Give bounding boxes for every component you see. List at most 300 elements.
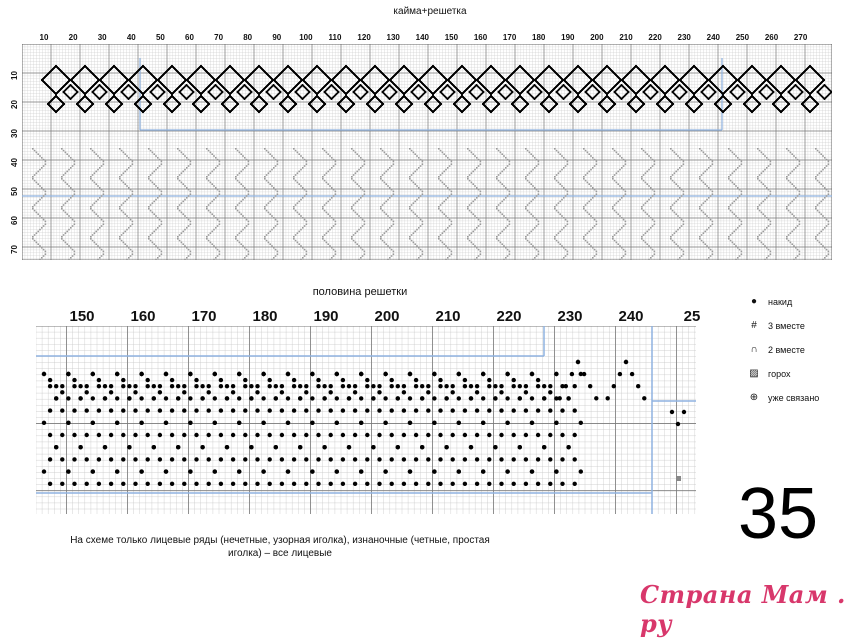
- motif-dot: [657, 91, 659, 93]
- motif-dot: [255, 482, 259, 486]
- motif-dot: [237, 421, 241, 425]
- motif-dot: [548, 390, 552, 394]
- motif-dot: [164, 372, 168, 376]
- motif-dot: [359, 469, 363, 473]
- motif-dot: [588, 384, 592, 388]
- motif-dot: [457, 421, 461, 425]
- motif-dot: [390, 384, 394, 388]
- motif-dot: [324, 91, 326, 93]
- motif-dot: [266, 91, 268, 93]
- motif-dot: [672, 91, 674, 93]
- motif-dot: [133, 408, 137, 412]
- motif-dot: [109, 457, 113, 461]
- motif-dot: [499, 390, 503, 394]
- motif-dot: [60, 433, 64, 437]
- motif-dot: [457, 396, 461, 400]
- motif-dot: [66, 372, 70, 376]
- motif-dot: [451, 433, 455, 437]
- motif-dot: [237, 469, 241, 473]
- motif-dot: [426, 482, 430, 486]
- motif-dot: [420, 396, 424, 400]
- motif-dot: [463, 433, 467, 437]
- motif-dot: [249, 384, 253, 388]
- motif-dot: [97, 482, 101, 486]
- motif-dot: [249, 445, 253, 449]
- motif-dot: [743, 103, 745, 105]
- motif-dot: [97, 408, 101, 412]
- motif-dot: [200, 396, 204, 400]
- motif-dot: [505, 421, 509, 425]
- motif-dot: [414, 384, 418, 388]
- page-number: 35: [738, 478, 818, 550]
- circled-plus-icon: ⊕: [748, 392, 760, 403]
- motif-dot: [438, 384, 442, 388]
- motif-dot: [353, 91, 355, 93]
- motif-dot: [231, 433, 235, 437]
- motif-dot: [244, 79, 246, 81]
- motif-dot: [463, 384, 467, 388]
- motif-dot: [146, 457, 150, 461]
- motif-dot: [66, 396, 70, 400]
- motif-dot: [542, 384, 546, 388]
- bottom-column-label: 160: [130, 308, 155, 325]
- motif-dot: [133, 433, 137, 437]
- motif-dot: [329, 433, 333, 437]
- motif-dot: [250, 103, 252, 105]
- motif-dot: [487, 408, 491, 412]
- motif-dot: [170, 384, 174, 388]
- motif-dot: [402, 408, 406, 412]
- motif-dot: [237, 396, 241, 400]
- top-column-label: 150: [445, 33, 458, 42]
- motif-dot: [139, 372, 143, 376]
- top-column-label: 20: [69, 33, 78, 42]
- motif-dot: [524, 457, 528, 461]
- motif-dot: [322, 396, 326, 400]
- motif-dot: [424, 103, 426, 105]
- motif-dot: [536, 378, 540, 382]
- motif-dot: [576, 360, 580, 364]
- motif-dot: [329, 390, 333, 394]
- motif-dot: [682, 410, 686, 414]
- legend-item: [748, 320, 805, 331]
- motif-dot: [268, 482, 272, 486]
- motif-dot: [481, 396, 485, 400]
- motif-dot: [158, 408, 162, 412]
- motif-dot: [560, 433, 564, 437]
- motif-dot: [135, 91, 137, 93]
- motif-dot: [365, 378, 369, 382]
- motif-dot: [243, 378, 247, 382]
- motif-dot: [390, 378, 394, 382]
- motif-dot: [612, 384, 616, 388]
- motif-dot: [614, 103, 616, 105]
- motif-dot: [91, 469, 95, 473]
- motif-dot: [801, 103, 803, 105]
- motif-dot: [530, 469, 534, 473]
- motif-dot: [158, 384, 162, 388]
- motif-dot: [499, 408, 503, 412]
- motif-dot: [158, 457, 162, 461]
- motif-dot: [115, 372, 119, 376]
- motif-dot: [188, 421, 192, 425]
- motif-dot: [133, 390, 137, 394]
- top-column-label: 170: [503, 33, 516, 42]
- motif-dot: [91, 396, 95, 400]
- motif-dot: [676, 422, 680, 426]
- motif-dot: [570, 372, 574, 376]
- motif-dot: [106, 91, 108, 93]
- motif-dot: [715, 91, 717, 93]
- motif-dot: [72, 378, 76, 382]
- motif-dot: [395, 103, 397, 105]
- motif-dot: [481, 372, 485, 376]
- motif-dot: [353, 433, 357, 437]
- motif-dot: [708, 79, 710, 81]
- motif-dot: [121, 408, 125, 412]
- motif-dot: [463, 482, 467, 486]
- top-row-label: 70: [10, 245, 19, 254]
- legend-item: [748, 296, 792, 307]
- motif-dot: [579, 469, 583, 473]
- motif-dot: [63, 103, 65, 105]
- motif-dot: [524, 390, 528, 394]
- motif-dot: [103, 396, 107, 400]
- motif-dot: [656, 103, 658, 105]
- motif-dot: [548, 433, 552, 437]
- motif-dot: [524, 482, 528, 486]
- motif-dot: [249, 396, 253, 400]
- motif-dot: [534, 79, 536, 81]
- motif-dot: [560, 408, 564, 412]
- motif-dot: [548, 457, 552, 461]
- motif-dot: [341, 457, 345, 461]
- motif-dot: [292, 384, 296, 388]
- motif-dot: [337, 103, 339, 105]
- top-column-label: 180: [532, 33, 545, 42]
- motif-dot: [146, 433, 150, 437]
- motif-dot: [286, 469, 290, 473]
- motif-dot: [231, 482, 235, 486]
- motif-dot: [48, 433, 52, 437]
- bottom-column-label: 200: [374, 308, 399, 325]
- motif-dot: [268, 378, 272, 382]
- motif-dot: [261, 421, 265, 425]
- motif-dot: [268, 457, 272, 461]
- motif-dot: [274, 396, 278, 400]
- motif-dot: [594, 396, 598, 400]
- motif-dot: [498, 91, 500, 93]
- motif-dot: [78, 445, 82, 449]
- motif-dot: [225, 396, 229, 400]
- motif-dot: [432, 469, 436, 473]
- motif-dot: [390, 482, 394, 486]
- motif-dot: [564, 384, 568, 388]
- motif-dot: [48, 384, 52, 388]
- hatched-square-icon: ▨: [748, 368, 760, 379]
- top-column-label: 270: [794, 33, 807, 42]
- motif-dot: [563, 79, 565, 81]
- motif-dot: [475, 482, 479, 486]
- motif-dot: [243, 384, 247, 388]
- motif-dot: [418, 79, 420, 81]
- motif-dot: [475, 384, 479, 388]
- motif-dot: [341, 384, 345, 388]
- motif-dot: [139, 396, 143, 400]
- motif-dot: [341, 433, 345, 437]
- motif-dot: [66, 469, 70, 473]
- motif-dot: [302, 79, 304, 81]
- motif-dot: [636, 384, 640, 388]
- motif-dot: [207, 433, 211, 437]
- top-chart-title: кайма+решетка: [0, 6, 860, 17]
- motif-dot: [788, 103, 790, 105]
- motif-dot: [109, 482, 113, 486]
- motif-dot: [207, 384, 211, 388]
- motif-dot: [193, 91, 195, 93]
- motif-dot: [164, 421, 168, 425]
- motif-dot: [432, 396, 436, 400]
- motif-dot: [310, 421, 314, 425]
- bottom-column-label: 240: [618, 308, 643, 325]
- motif-dot: [573, 482, 577, 486]
- motif-dot: [77, 91, 79, 93]
- motif-dot: [316, 457, 320, 461]
- motif-dot: [512, 433, 516, 437]
- motif-dot: [146, 408, 150, 412]
- motif-dot: [432, 372, 436, 376]
- bottom-chart-title: половина решетки: [0, 286, 720, 298]
- motif-dot: [48, 408, 52, 412]
- motif-dot: [66, 421, 70, 425]
- motif-dot: [730, 103, 732, 105]
- motif-dot: [536, 408, 540, 412]
- motif-dot: [231, 408, 235, 412]
- motif-dot: [255, 384, 259, 388]
- motif-dot: [341, 482, 345, 486]
- motif-dot: [730, 91, 732, 93]
- motif-dot: [341, 378, 345, 382]
- motif-dot: [396, 445, 400, 449]
- motif-dot: [41, 79, 43, 81]
- motif-dot: [194, 482, 198, 486]
- motif-dot: [766, 79, 768, 81]
- motif-dot: [566, 396, 570, 400]
- motif-dot: [759, 103, 761, 105]
- top-column-label: 210: [619, 33, 632, 42]
- legend-label: уже связано: [768, 393, 819, 403]
- bottom-column-label: 150: [69, 308, 94, 325]
- top-column-label: 60: [185, 33, 194, 42]
- motif-dot: [280, 408, 284, 412]
- motif-dot: [573, 457, 577, 461]
- top-faded-lattice: [32, 148, 829, 260]
- motif-dot: [255, 433, 259, 437]
- motif-dot: [773, 91, 775, 93]
- motif-dot: [512, 91, 514, 93]
- motif-dot: [298, 384, 302, 388]
- motif-dot: [536, 457, 540, 461]
- motif-dot: [208, 103, 210, 105]
- motif-dot: [286, 396, 290, 400]
- motif-dot: [377, 457, 381, 461]
- motif-dot: [127, 445, 131, 449]
- motif-dot: [759, 91, 761, 93]
- top-column-label: 30: [98, 33, 107, 42]
- top-chart-grid: [22, 44, 832, 260]
- motif-dot: [329, 384, 333, 388]
- motif-dot: [573, 408, 577, 412]
- motif-dot: [261, 396, 265, 400]
- top-column-label: 10: [40, 33, 49, 42]
- motif-dot: [157, 79, 159, 81]
- motif-dot: [292, 433, 296, 437]
- motif-dot: [182, 390, 186, 394]
- motif-dot: [255, 390, 259, 394]
- motif-dot: [426, 408, 430, 412]
- top-column-label: 130: [387, 33, 400, 42]
- motif-dot: [353, 390, 357, 394]
- motif-dot: [451, 482, 455, 486]
- motif-dot: [624, 360, 628, 364]
- motif-dot: [408, 421, 412, 425]
- top-row-label: 20: [10, 100, 19, 109]
- motif-dot: [802, 91, 804, 93]
- motif-dot: [701, 91, 703, 93]
- motif-dot: [255, 408, 259, 412]
- motif-dot: [482, 103, 484, 105]
- motif-dot: [487, 433, 491, 437]
- motif-dot: [134, 103, 136, 105]
- motif-dot: [463, 378, 467, 382]
- motif-dot: [133, 457, 137, 461]
- bottom-column-label: 190: [313, 308, 338, 325]
- motif-dot: [163, 103, 165, 105]
- motif-dot: [347, 396, 351, 400]
- motif-dot: [438, 457, 442, 461]
- motif-dot: [627, 103, 629, 105]
- motif-dot: [701, 103, 703, 105]
- motif-dot: [511, 103, 513, 105]
- motif-dot: [182, 384, 186, 388]
- motif-dot: [505, 372, 509, 376]
- motif-dot: [788, 91, 790, 93]
- motif-dot: [642, 396, 646, 400]
- top-column-label: 260: [765, 33, 778, 42]
- motif-dot: [621, 79, 623, 81]
- motif-dot: [377, 482, 381, 486]
- motif-dot: [207, 408, 211, 412]
- motif-dot: [614, 91, 616, 93]
- motif-dot: [188, 372, 192, 376]
- motif-dot: [219, 384, 223, 388]
- motif-dot: [475, 408, 479, 412]
- top-column-label: 220: [648, 33, 661, 42]
- motif-dot: [97, 384, 101, 388]
- motif-dot: [524, 384, 528, 388]
- motif-dot: [438, 433, 442, 437]
- motif-dot: [219, 378, 223, 382]
- motif-dot: [60, 457, 64, 461]
- motif-dot: [505, 469, 509, 473]
- motif-dot: [42, 372, 46, 376]
- top-column-label: 240: [707, 33, 720, 42]
- top-column-label: 110: [329, 33, 342, 42]
- motif-dot: [425, 91, 427, 93]
- motif-dot: [280, 390, 284, 394]
- motif-dot: [133, 384, 137, 388]
- motif-dot: [518, 384, 522, 388]
- motif-dot: [347, 445, 351, 449]
- motif-dot: [359, 396, 363, 400]
- bottom-column-label: 210: [435, 308, 460, 325]
- motif-dot: [566, 445, 570, 449]
- motif-dot: [182, 433, 186, 437]
- motif-dot: [335, 396, 339, 400]
- motif-dot: [536, 433, 540, 437]
- motif-dot: [85, 433, 89, 437]
- motif-dot: [408, 372, 412, 376]
- motif-dot: [298, 445, 302, 449]
- legend-item: [748, 344, 805, 355]
- motif-dot: [451, 408, 455, 412]
- motif-dot: [170, 433, 174, 437]
- motif-dot: [207, 457, 211, 461]
- motif-dot: [115, 469, 119, 473]
- motif-dot: [164, 469, 168, 473]
- motif-dot: [353, 384, 357, 388]
- motif-dot: [316, 408, 320, 412]
- motif-dot: [97, 378, 101, 382]
- motif-dot: [158, 482, 162, 486]
- motif-dot: [599, 91, 601, 93]
- motif-dot: [54, 445, 58, 449]
- motif-dot: [121, 482, 125, 486]
- motif-dot: [186, 79, 188, 81]
- motif-dot: [582, 372, 586, 376]
- motif-dot: [48, 378, 52, 382]
- motif-dot: [554, 469, 558, 473]
- motif-dot: [426, 390, 430, 394]
- motif-dot: [540, 103, 542, 105]
- motif-dot: [76, 103, 78, 105]
- motif-dot: [542, 396, 546, 400]
- motif-dot: [194, 378, 198, 382]
- motif-dot: [128, 79, 130, 81]
- motif-dot: [438, 482, 442, 486]
- motif-dot: [487, 378, 491, 382]
- top-row-label: 30: [10, 129, 19, 138]
- motif-dot: [371, 445, 375, 449]
- motif-dot: [304, 390, 308, 394]
- top-column-label: 70: [214, 33, 223, 42]
- motif-dot: [179, 103, 181, 105]
- motif-dot: [359, 372, 363, 376]
- motif-dot: [115, 396, 119, 400]
- motif-dot: [279, 103, 281, 105]
- motif-dot: [389, 79, 391, 81]
- motif-dot: [280, 433, 284, 437]
- motif-dot: [261, 372, 265, 376]
- motif-dot: [243, 457, 247, 461]
- motif-dot: [558, 396, 562, 400]
- motif-dot: [200, 445, 204, 449]
- motif-dot: [499, 384, 503, 388]
- motif-dot: [573, 384, 577, 388]
- watermark-logo: Страна Мам . ру: [640, 580, 860, 638]
- motif-dot: [672, 103, 674, 105]
- motif-dot: [414, 433, 418, 437]
